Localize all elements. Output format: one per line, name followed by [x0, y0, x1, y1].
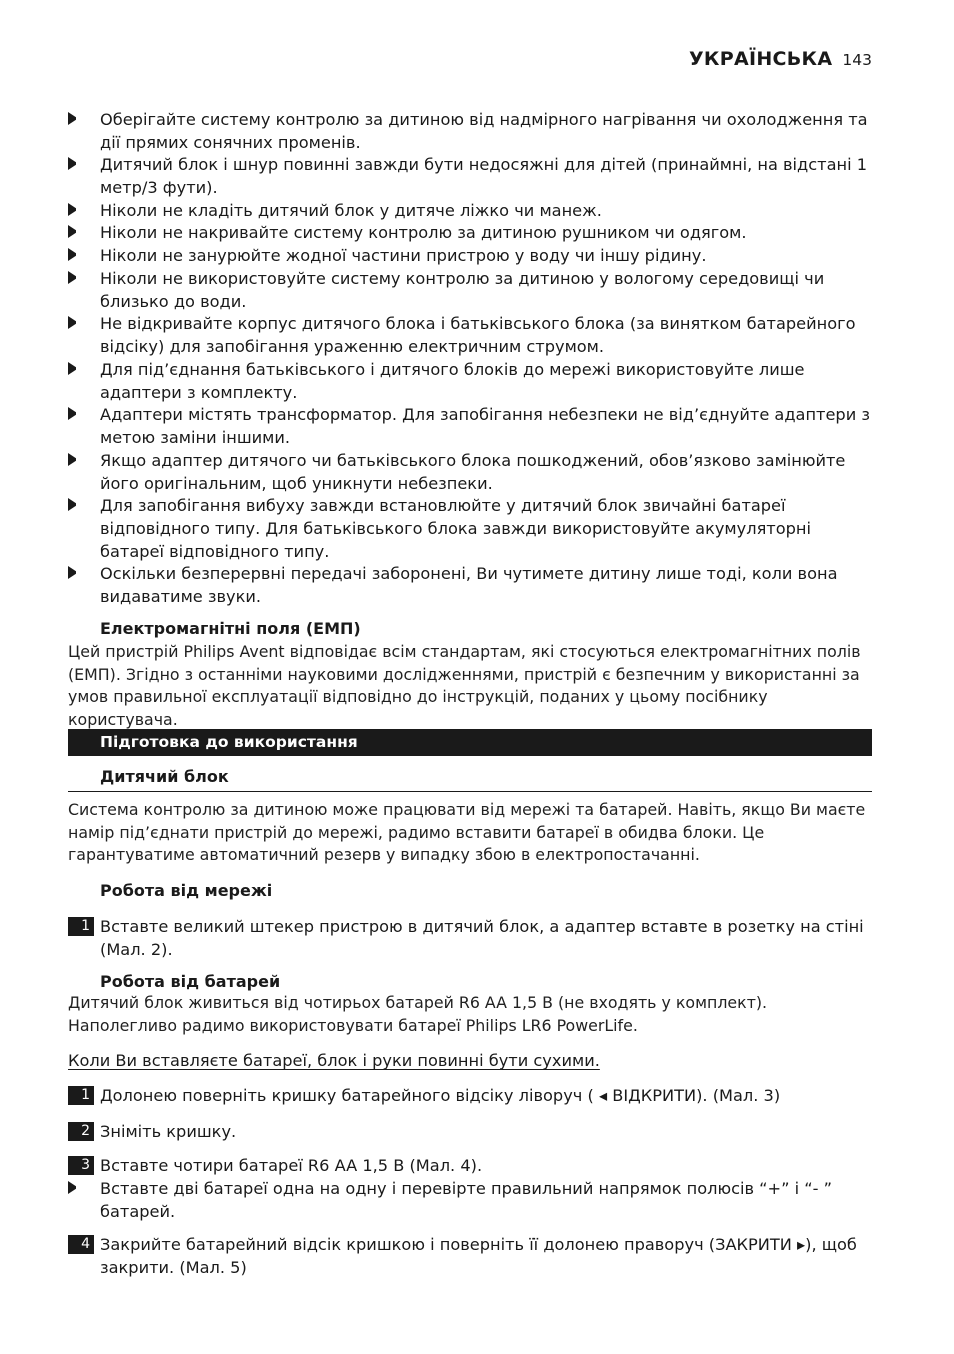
- step-item: 2 Зніміть кришку.: [68, 1122, 880, 1143]
- baby-unit-heading: Дитячий блок: [100, 767, 229, 786]
- step-number-badge: 2: [68, 1122, 94, 1141]
- bullet-marker-icon: [68, 112, 76, 125]
- batteries-heading: Робота від батарей: [100, 972, 281, 991]
- list-item: Оскільки безперервні передачі заборонені, Ви чутимете дитину лише тоді, коли вона видаватиме звуки.: [68, 562, 880, 608]
- bullet-marker-icon: [68, 225, 76, 238]
- list-item: Не відкривайте корпус дитячого блока і батьківського блока (за винятком батарейного відсіку) для запобігання ураженню електричним струмом.: [68, 312, 880, 358]
- step-item: 1 Вставте великий штекер пристрою в дитячий блок, а адаптер вставте в розетку на стіні (Мал. 2).: [68, 917, 880, 961]
- bullet-marker-icon: [68, 566, 76, 579]
- step-number-badge: 1: [68, 917, 94, 936]
- bullet-marker-icon: [68, 203, 76, 216]
- step-item: 3 Вставте чотири батареї R6 AA 1,5 В (Мал. 4).: [68, 1156, 880, 1177]
- dry-hands-warning: Коли Ви вставляєте батареї, блок і руки повинні бути сухими.: [68, 1051, 600, 1070]
- heading-divider: [68, 791, 872, 792]
- bullet-marker-icon: [68, 157, 76, 170]
- step-number-badge: 4: [68, 1235, 94, 1254]
- step-item: 4 Закрийте батарейний відсік кришкою і поверніть її долонею праворуч (ЗАКРИТИ ▸), щоб закрити. (Мал. 5): [68, 1235, 880, 1279]
- baby-unit-intro: Система контролю за дитиною може працювати від мережі та батарей. Навіть, якщо Ви маєте намір під’єднати пристрій до мережі, радимо вставити батареї в обидва блоки. Це гарантуватиме автоматичний резерв у випадку збою в електропостачанні.: [68, 800, 866, 865]
- bullet-marker-icon: [68, 362, 76, 375]
- section-heading-band: [68, 729, 872, 756]
- list-item: Для під’єднання батьківського і дитячого блоків до мережі використовуйте лише адаптери з комплекту.: [68, 358, 880, 404]
- emf-heading: Електромагнітні поля (ЕМП): [100, 619, 361, 638]
- bullet-marker-icon: [68, 316, 76, 329]
- step-number-badge: 3: [68, 1156, 94, 1175]
- list-item: Ніколи не кладіть дитячий блок у дитяче ліжко чи манеж.: [68, 199, 880, 222]
- bullet-marker-icon: [68, 498, 76, 511]
- language-heading: УКРАЇНСЬКА: [688, 48, 833, 70]
- list-item: Оберігайте систему контролю за дитиною від надмірного нагрівання чи охолодження та дії прямих сонячних променів.: [68, 108, 880, 154]
- section-heading: Підготовка до використання: [100, 733, 358, 751]
- bullet-marker-icon: [68, 271, 76, 284]
- mains-heading: Робота від мережі: [100, 881, 273, 900]
- list-item: Дитячий блок і шнур повинні завжди бути недосяжні для дітей (принаймні, на відстані 1 метр/3 фути).: [68, 153, 880, 199]
- page-number: 143: [842, 51, 872, 69]
- batteries-paragraph: Дитячий блок живиться від чотирьох батарей R6 AA 1,5 В (не входять у комплект). Наполегливо радимо використовувати батареї Philips LR6 PowerLife.: [68, 993, 768, 1035]
- bullet-marker-icon: [68, 453, 76, 466]
- emf-paragraph: Цей пристрій Philips Avent відповідає всім стандартам, які стосуються електромагнітних полів (ЕМП). Згідно з останніми науковими дослідженнями, пристрій є безпечним у використанні за умов правильної експлуатації відповідно до інструкцій, поданих у цьому посібнику користувача.: [68, 642, 861, 730]
- page-header: [689, 48, 872, 70]
- list-item: Ніколи не накривайте систему контролю за дитиною рушником чи одягом.: [68, 221, 880, 244]
- list-item: Ніколи не занурюйте жодної частини пристрою у воду чи іншу рідину.: [68, 244, 880, 267]
- list-item: Ніколи не використовуйте систему контролю за дитиною у вологому середовищі чи близько до води.: [68, 267, 880, 313]
- list-item: Адаптери містять трансформатор. Для запобігання небезпеки не від’єднуйте адаптери з метою заміни іншими.: [68, 403, 880, 449]
- bullet-marker-icon: [68, 248, 76, 261]
- list-item: Вставте дві батареї одна на одну і перевірте правильний напрямок полюсів “+” і “- ” батарей.: [68, 1177, 880, 1223]
- list-item: Для запобігання вибуху завжди встановлюйте у дитячий блок звичайні батареї відповідного типу. Для батьківського блока завжди використовуйте акумуляторні батареї відповідного типу.: [68, 494, 880, 563]
- bullet-marker-icon: [68, 407, 76, 420]
- step-number-badge: 1: [68, 1086, 94, 1105]
- list-item: Якщо адаптер дитячого чи батьківського блока пошкоджений, обов’язково замінюйте його оригінальним, щоб уникнути небезпеки.: [68, 449, 880, 495]
- step-item: 1 Долонею поверніть кришку батарейного відсіку ліворуч ( ◂ ВІДКРИТИ). (Мал. 3): [68, 1086, 880, 1107]
- bullet-marker-icon: [68, 1181, 76, 1194]
